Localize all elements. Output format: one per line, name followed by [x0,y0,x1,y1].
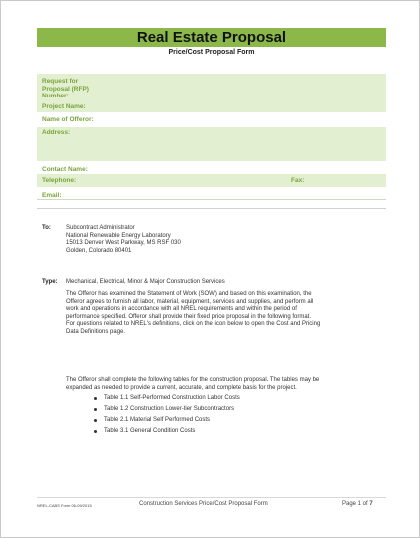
email-row[interactable] [37,187,386,200]
to-address: Subcontract Administrator National Renewable Energy Laboratory 15013 Denver West Parkway, MS RSF 030 Golden, Colorado 80401 [66,225,181,254]
rfp-number-label: Request for Proposal (RFP) Number: [42,78,89,97]
bullet-icon [94,408,97,411]
contact-name-label: Contact Name: [42,166,88,173]
tables-paragraph: The Offeror shall complete the following tables for the construction proposal. The tables may be expanded as needed to provide a current, accurate, and complete basis for the project. [66,377,320,391]
bullet-icon [94,419,97,422]
list-item[interactable]: Table 1.1 Self-Performed Construction Labor Costs [104,395,240,406]
type-value: Mechanical, Electrical, Minor & Major Construction Services [66,279,225,285]
fax-label: Fax: [291,177,305,184]
list-item[interactable]: Table 1.2 Construction Lower-tier Subcontractors [104,406,240,417]
offeror-name-row[interactable] [37,112,386,127]
bullet-icon [94,430,97,433]
footer-title: Construction Services Price/Cost Proposal Form [139,501,268,507]
tables-list [104,395,240,439]
address-label: Address: [42,129,71,136]
rfp-number-row[interactable] [37,74,386,100]
to-label: To: [42,225,51,231]
footer-divider [37,497,386,498]
divider [37,208,386,209]
offeror-name-label: Name of Offeror: [42,116,94,123]
document-subtitle: Price/Cost Proposal Form [168,49,255,56]
email-label: Email: [42,192,62,199]
telephone-label: Telephone: [42,177,77,184]
type-label: Type: [42,279,58,285]
project-name-label: Project Name: [42,103,86,110]
bullet-icon [94,397,97,400]
address-row[interactable] [37,127,386,161]
list-item[interactable]: Table 2.1 Material Self Performed Costs [104,417,240,428]
footer-form-id: NREL-CABS Form 06-09/2015 [37,503,92,508]
document-title: Real Estate Proposal [37,28,386,47]
intro-paragraph: The Offeror has examined the Statement of Work (SOW) and based on this examination, the Offeror agrees to furnish all labor, material, equipment, services and supplies, and perform all work and operations in accordance with all NREL requirements and within the period of performance specified. Offeror shall provide their fixed price proposal in the following format. For questions related to NREL's definitions, click on the icon below to open the Cost and Pricing Data Definitions page. [66,291,321,335]
proposal-form [37,74,386,200]
contact-name-row[interactable] [37,161,386,174]
telephone-fax-row[interactable] [37,174,386,187]
footer-page-number: Page 1 of 7 [342,501,373,507]
list-item[interactable]: Table 3.1 General Condition Costs [104,428,240,439]
project-name-row[interactable] [37,100,386,112]
